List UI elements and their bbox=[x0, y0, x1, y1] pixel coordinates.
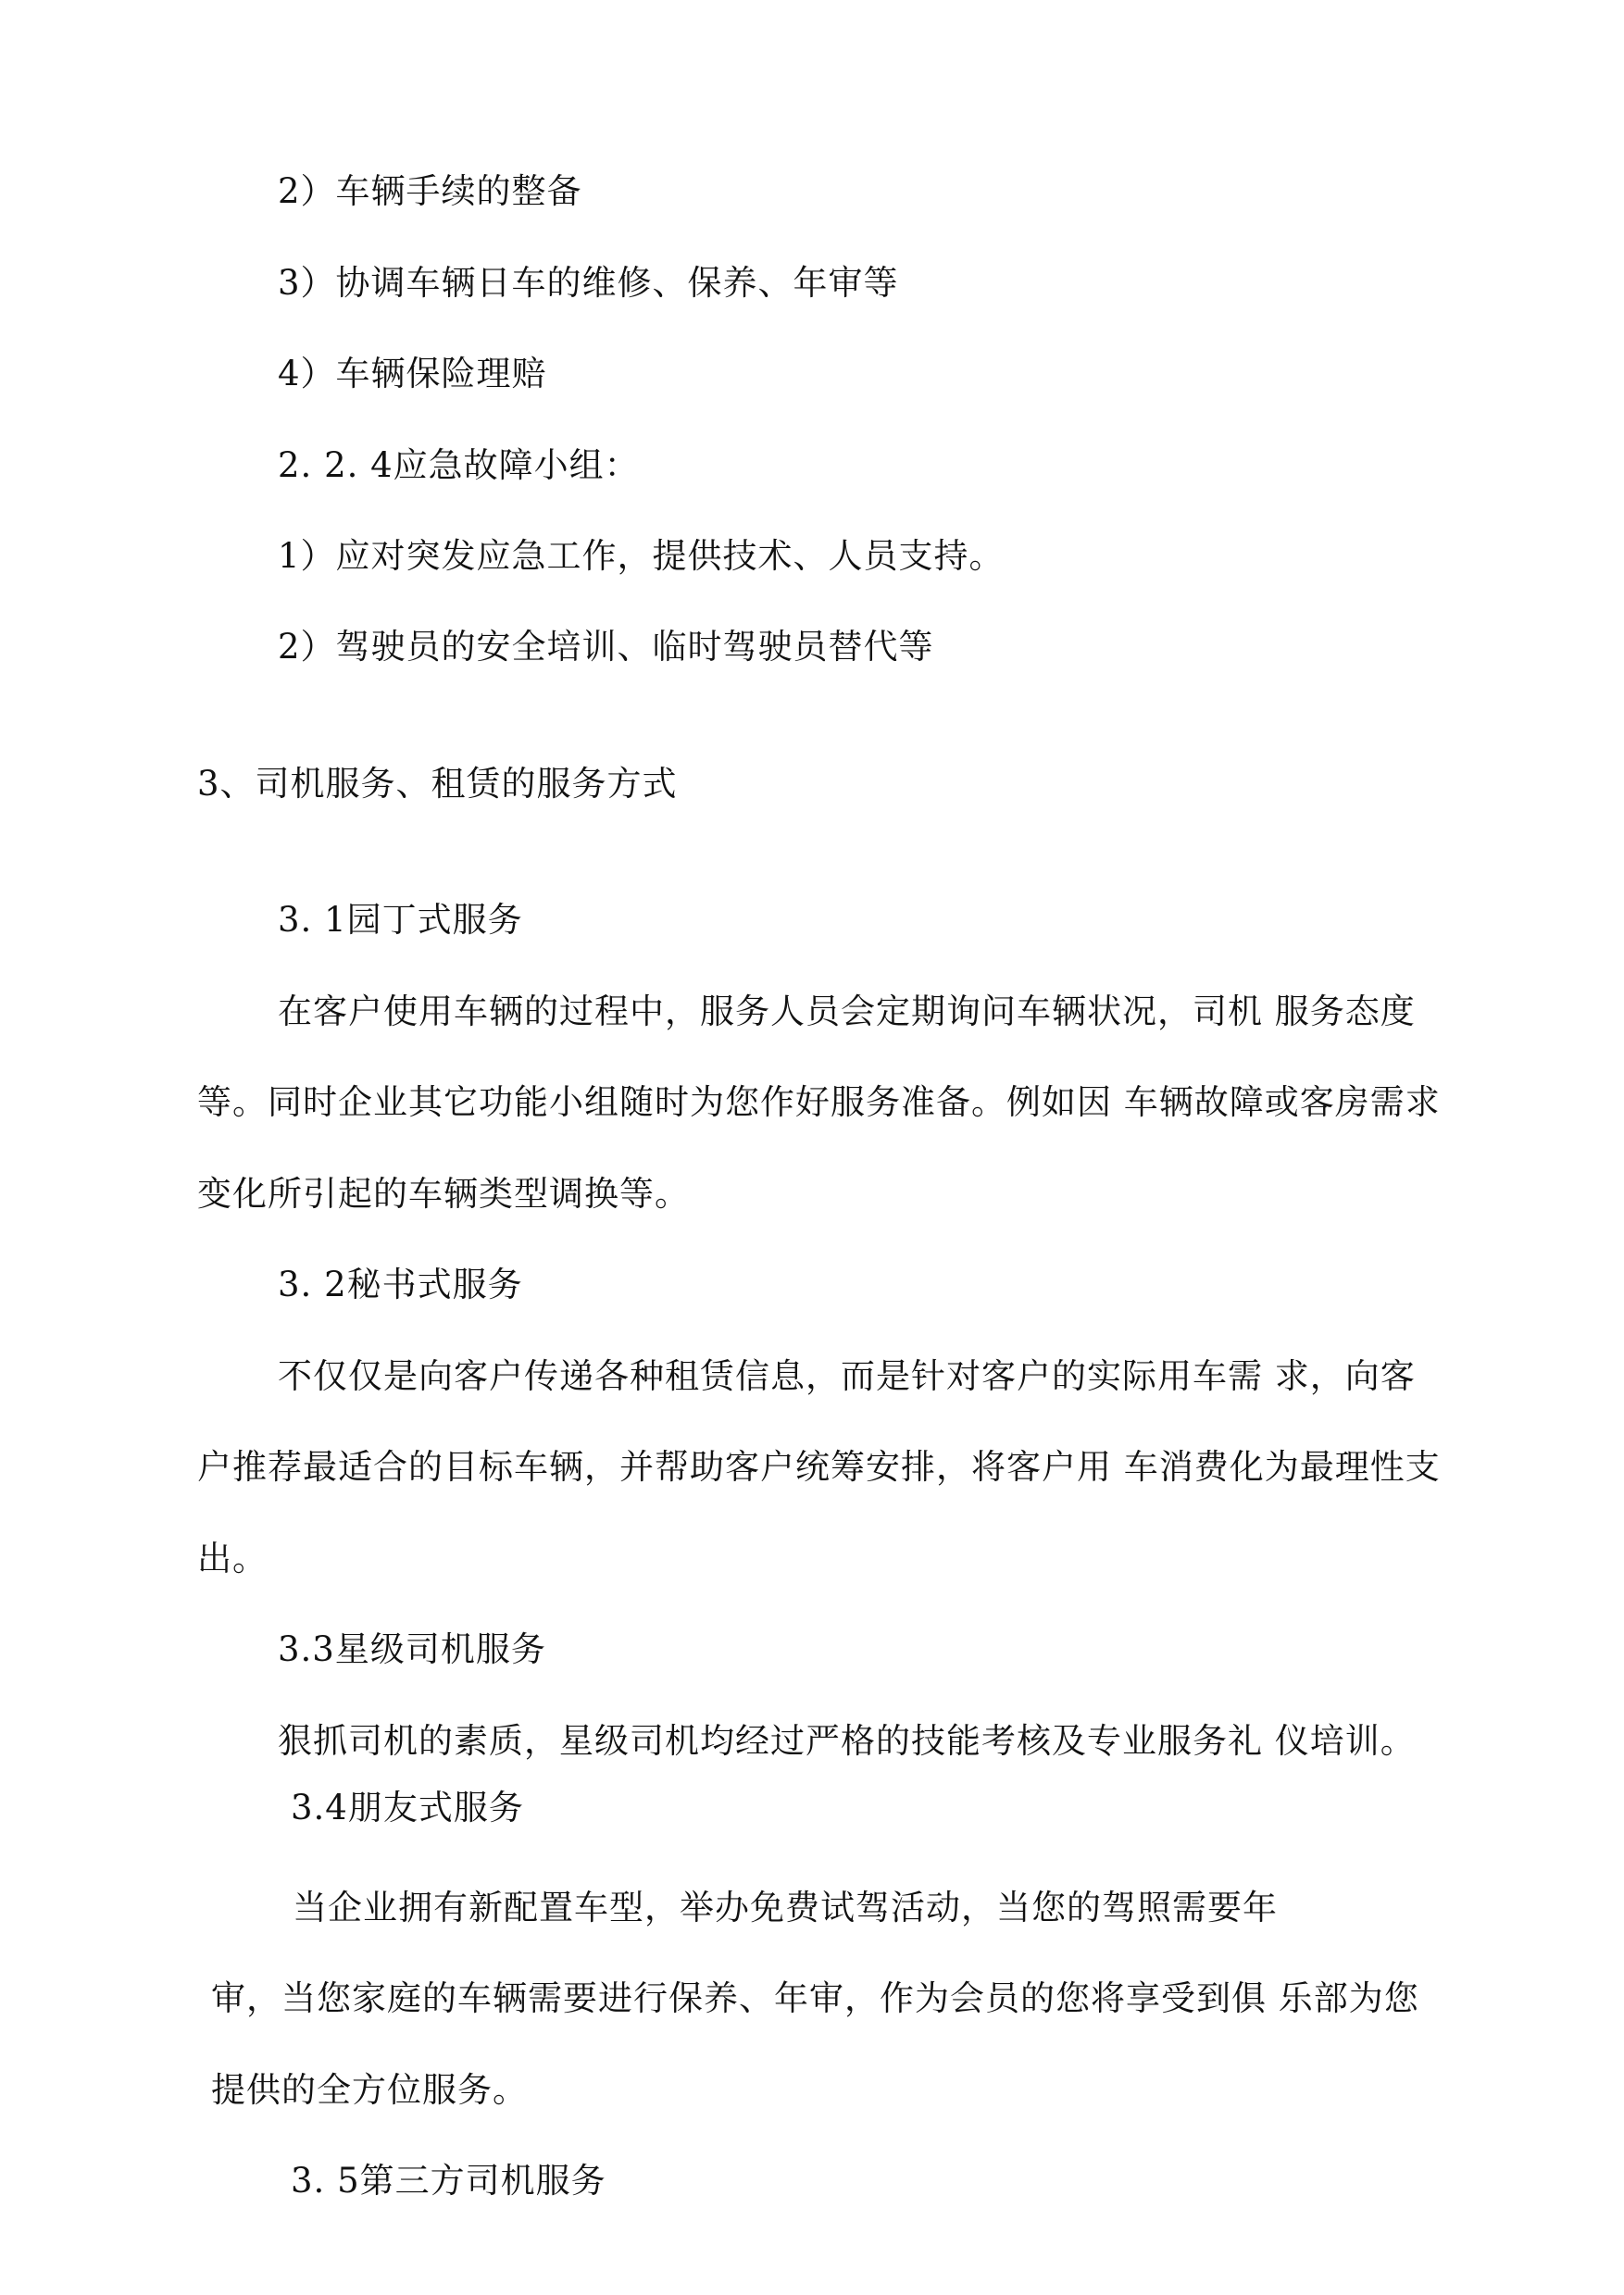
subsection-heading: 3. 5第三方司机服务 bbox=[291, 2161, 606, 2201]
paragraph-line: 户推荐最适合的目标车辆，并帮助客户统筹安排，将客户用 车消费化为最理性支 bbox=[197, 1447, 1441, 1487]
subsection-heading: 3.4朋友式服务 bbox=[291, 1788, 524, 1827]
paragraph-line: 当企业拥有新配置车型，举办免费试驾活动，当您的驾照需要年 bbox=[293, 1888, 1278, 1927]
paragraph-line: 变化所引起的车辆类型调换等。 bbox=[197, 1174, 690, 1214]
list-item: 4）车辆保险理赔 bbox=[278, 354, 547, 393]
subsection-heading: 3. 1园丁式服务 bbox=[278, 900, 523, 940]
subsection-heading: 3.3星级司机服务 bbox=[278, 1629, 546, 1669]
section-heading: 3、司机服务、租赁的服务方式 bbox=[197, 764, 678, 804]
paragraph-line: 狠抓司机的素质，星级司机均经过严格的技能考核及专业服务礼 仪培训。 bbox=[278, 1721, 1416, 1761]
list-item: 1）应对突发应急工作，提供技术、人员支持。 bbox=[278, 536, 1005, 576]
paragraph-line: 不仅仅是向客户传递各种租赁信息，而是针对客户的实际用车需 求，向客 bbox=[278, 1356, 1416, 1396]
paragraph-line: 在客户使用车辆的过程中，服务人员会定期询问车辆状况，司机 服务态度 bbox=[278, 992, 1416, 1031]
list-item: 3）协调车辆日车的维修、保养、年审等 bbox=[278, 263, 899, 303]
subsection-heading: 3. 2秘书式服务 bbox=[278, 1265, 523, 1304]
subsection-heading: 2. 2. 4应急故障小组： bbox=[278, 445, 640, 485]
paragraph-line: 审，当您家庭的车辆需要进行保养、年审，作为会员的您将享受到俱 乐部为您 bbox=[211, 1978, 1419, 2018]
list-item: 2）驾驶员的安全培训、临时驾驶员替代等 bbox=[278, 627, 934, 667]
paragraph-line: 出。 bbox=[197, 1539, 268, 1578]
list-item: 2）车辆手续的整备 bbox=[278, 171, 582, 211]
paragraph-line: 提供的全方位服务。 bbox=[211, 2070, 528, 2110]
paragraph-line: 等。同时企业其它功能小组随时为您作好服务准备。例如因 车辆故障或客房需求 bbox=[197, 1082, 1441, 1122]
